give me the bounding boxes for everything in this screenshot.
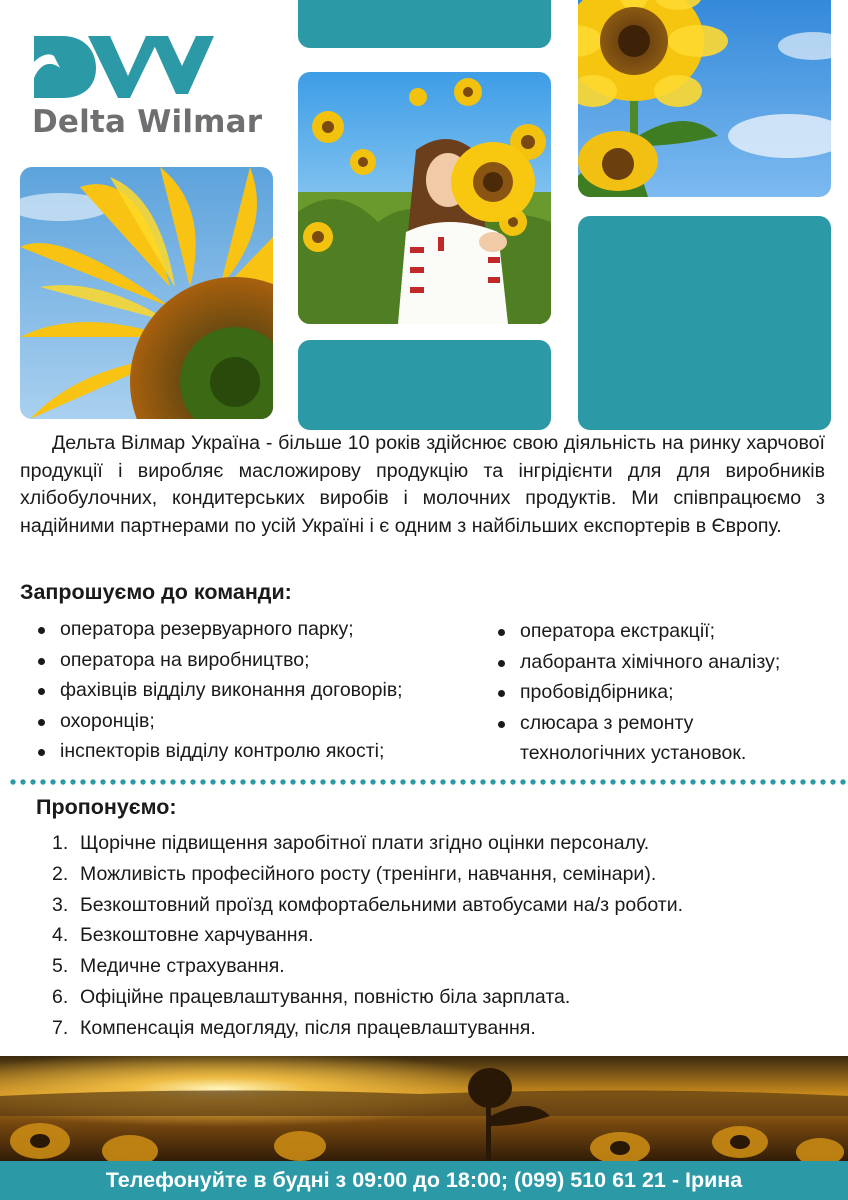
list-item: інспекторів відділу контролю якості;: [38, 736, 403, 767]
delta-wilmar-logo: [30, 34, 270, 144]
offer-heading: Пропонуємо:: [36, 795, 177, 819]
list-item: 6. Офіційне працевлаштування, повністю біла зарплата.: [52, 985, 571, 1008]
sunflower-sky-photo: [578, 0, 831, 197]
list-item: 1. Щорічне підвищення заробітної плати згідно оцінки персоналу.: [52, 832, 650, 854]
list-item: 4. Безкоштовне харчування.: [52, 924, 314, 947]
vacancies-heading: Запрошуємо до команди:: [20, 580, 292, 604]
dotted-divider: [8, 778, 848, 786]
list-item: 7. Компенсація медогляду, після працевлаштування.: [52, 1016, 536, 1039]
list-item: пробовідбірника;: [498, 677, 788, 708]
list-item: слюсара з ремонту технологічних установок.: [498, 708, 788, 769]
vacancy-list-left: [38, 614, 403, 767]
list-item: 2. Можливість професійного росту (тренінги, навчання, семінари).: [52, 862, 657, 885]
list-item: оператора резервуарного парку;: [38, 614, 403, 645]
teal-block-top: [298, 0, 551, 48]
teal-block-right: [578, 216, 831, 430]
list-item: 3. Безкоштовний проїзд комфортабельними автобусами на/з роботи.: [52, 893, 684, 916]
sunflower-field-sunset-photo: [0, 1056, 848, 1165]
list-item: охоронців;: [38, 706, 403, 737]
vacancy-list-right: [498, 616, 788, 769]
list-item: фахівців відділу виконання договорів;: [38, 675, 403, 706]
list-item: оператора на виробництво;: [38, 645, 403, 676]
contact-banner: Телефонуйте в будні з 09:00 до 18:00; (099) 510 61 21 - Ірина: [0, 1161, 848, 1200]
brand-name: Delta Wilmar: [32, 104, 263, 140]
list-item: 5. Медичне страхування.: [52, 955, 285, 978]
company-intro: Дельта Вілмар Україна - більше 10 років здійснює свою діяльність на ринку харчової продукції і виробляє масложирову продукцію та інгрідієнти для для виробників хлібобулочних, кондитерських виробів і молочних продуктів. Ми співпрацюємо з надійними партнерами по усій Україні і є одним з найбільших експортерів в Європу.: [20, 432, 825, 537]
sunflower-closeup-photo: [20, 167, 273, 419]
girl-with-sunflower-photo: [298, 72, 551, 324]
logo-mark-icon: [32, 34, 216, 100]
teal-block-middle: [298, 340, 551, 430]
list-item: оператора екстракції;: [498, 616, 788, 647]
list-item: лаборанта хімічного аналізу;: [498, 647, 788, 678]
offer-list: [52, 828, 683, 1044]
